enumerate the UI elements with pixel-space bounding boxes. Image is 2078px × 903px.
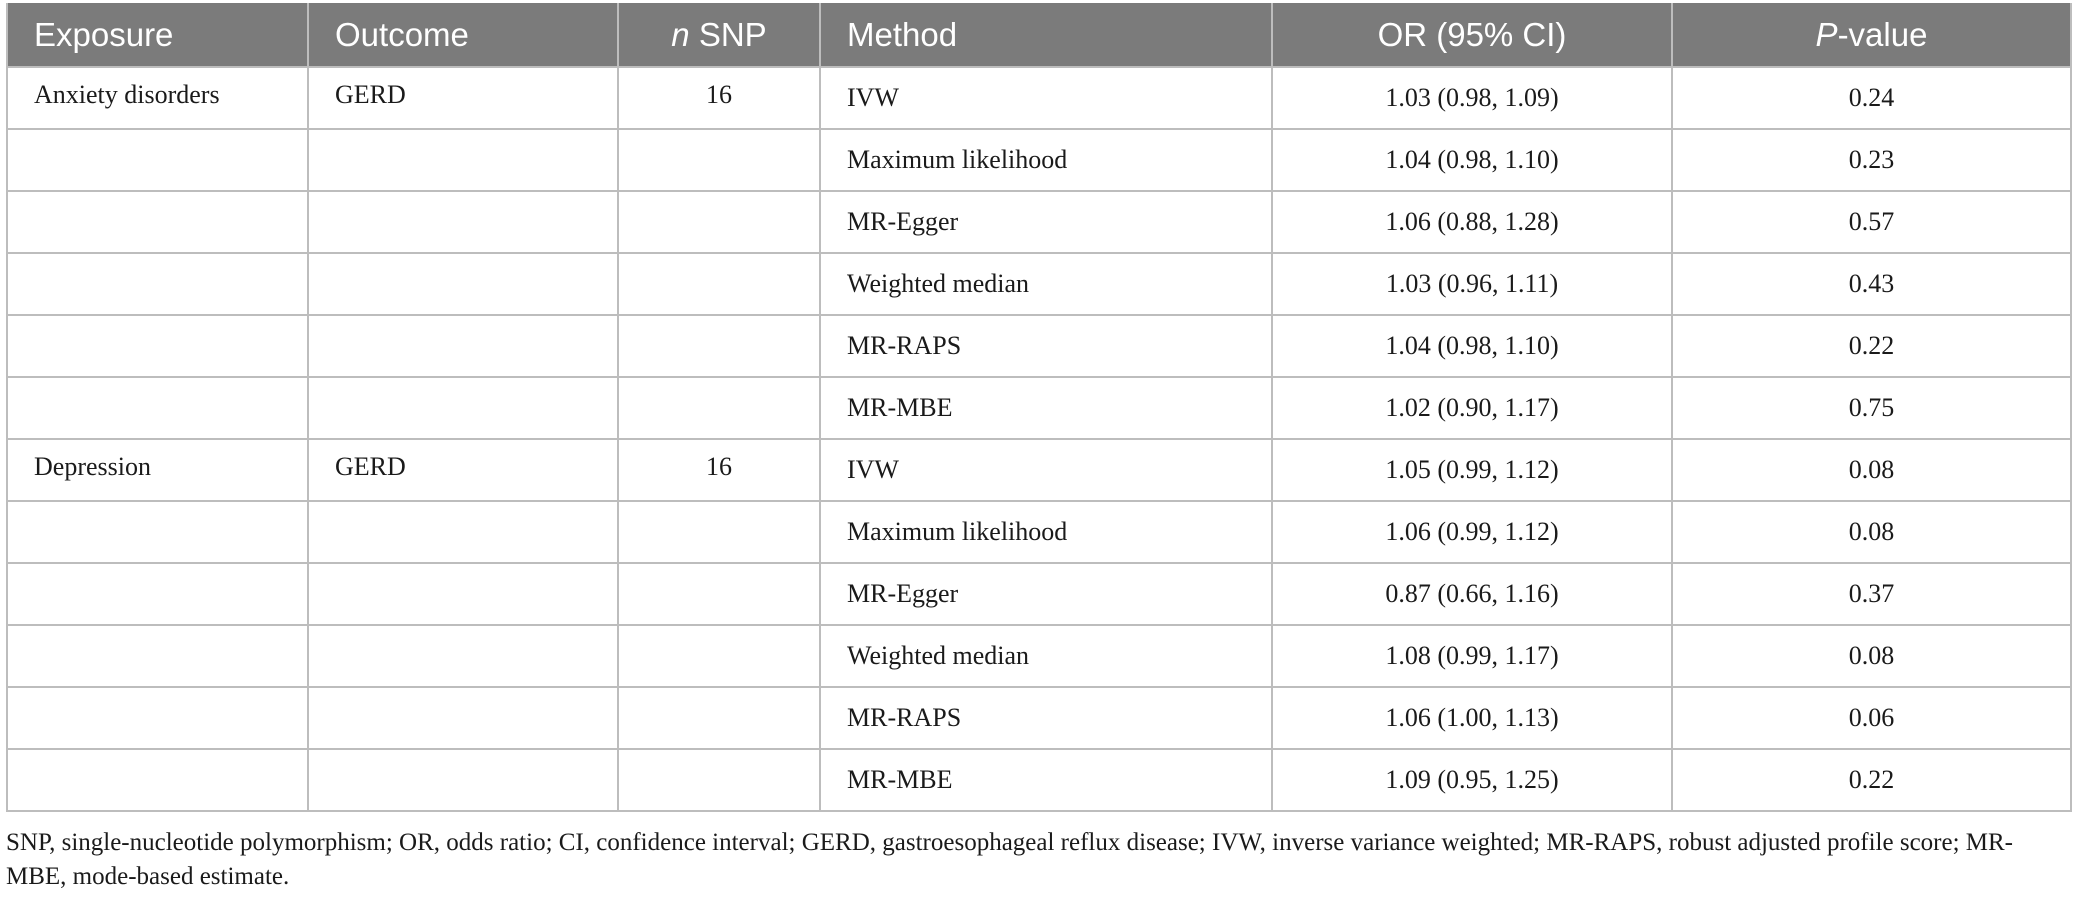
cell-exposure — [7, 563, 308, 625]
cell-outcome — [308, 377, 618, 439]
table-row — [7, 67, 2071, 129]
cell-method: MR-Egger — [820, 563, 1272, 625]
cell-n-snp — [618, 129, 820, 191]
cell-exposure — [7, 749, 308, 811]
cell-or: 1.05 (0.99, 1.12) — [1272, 439, 1672, 501]
table-row — [7, 501, 2071, 563]
table-body — [7, 67, 2071, 811]
header-method: Method — [820, 3, 1272, 67]
header-or: OR (95% CI) — [1272, 3, 1672, 67]
header-n-snp — [618, 3, 820, 67]
table-row — [7, 439, 2071, 501]
cell-method: MR-Egger — [820, 191, 1272, 253]
cell-method: MR-MBE — [820, 749, 1272, 811]
table-row — [7, 563, 2071, 625]
cell-or: 1.06 (0.88, 1.28) — [1272, 191, 1672, 253]
table-row — [7, 315, 2071, 377]
cell-or: 1.06 (1.00, 1.13) — [1272, 687, 1672, 749]
table-row — [7, 749, 2071, 811]
header-p-value — [1672, 3, 2071, 67]
cell-method: Weighted median — [820, 253, 1272, 315]
cell-exposure: Depression — [7, 439, 308, 501]
cell-p-value: 0.08 — [1672, 625, 2071, 687]
cell-method: Weighted median — [820, 625, 1272, 687]
cell-method: IVW — [820, 67, 1272, 129]
cell-method: MR-RAPS — [820, 315, 1272, 377]
cell-p-value: 0.23 — [1672, 129, 2071, 191]
cell-outcome — [308, 315, 618, 377]
cell-exposure: Anxiety disorders — [7, 67, 308, 129]
cell-or: 1.09 (0.95, 1.25) — [1272, 749, 1672, 811]
cell-outcome — [308, 191, 618, 253]
cell-exposure — [7, 501, 308, 563]
cell-or: 1.02 (0.90, 1.17) — [1272, 377, 1672, 439]
cell-p-value: 0.08 — [1672, 501, 2071, 563]
cell-outcome — [308, 563, 618, 625]
cell-or: 0.87 (0.66, 1.16) — [1272, 563, 1672, 625]
cell-p-value: 0.75 — [1672, 377, 2071, 439]
cell-p-value: 0.43 — [1672, 253, 2071, 315]
cell-method: IVW — [820, 439, 1272, 501]
cell-exposure — [7, 129, 308, 191]
header-n-snp-rest: SNP — [689, 15, 767, 53]
header-outcome: Outcome — [308, 3, 618, 67]
cell-or: 1.04 (0.98, 1.10) — [1272, 315, 1672, 377]
cell-exposure — [7, 625, 308, 687]
table-row — [7, 687, 2071, 749]
table-row — [7, 625, 2071, 687]
cell-p-value: 0.08 — [1672, 439, 2071, 501]
cell-exposure — [7, 687, 308, 749]
table-header — [7, 3, 2071, 67]
cell-n-snp — [618, 687, 820, 749]
cell-method: Maximum likelihood — [820, 129, 1272, 191]
cell-n-snp — [618, 501, 820, 563]
results-table-container — [6, 3, 2070, 812]
cell-or: 1.08 (0.99, 1.17) — [1272, 625, 1672, 687]
table-row — [7, 129, 2071, 191]
cell-outcome — [308, 501, 618, 563]
table-row — [7, 377, 2071, 439]
header-p-rest: -value — [1837, 15, 1928, 53]
table-footnote: SNP, single-nucleotide polymorphism; OR, odds ratio; CI, confidence interval; GERD, gastroesophageal reflux disease; IVW, inverse variance weighted; MR-RAPS, robust adjusted profile score; MR-MBE, mode-based estimate. — [6, 829, 2014, 890]
cell-n-snp — [618, 749, 820, 811]
mr-results-table — [6, 3, 2072, 812]
table-row — [7, 191, 2071, 253]
cell-exposure — [7, 191, 308, 253]
cell-n-snp — [618, 253, 820, 315]
cell-p-value: 0.06 — [1672, 687, 2071, 749]
cell-or: 1.04 (0.98, 1.10) — [1272, 129, 1672, 191]
cell-outcome — [308, 625, 618, 687]
cell-p-value: 0.57 — [1672, 191, 2071, 253]
cell-n-snp — [618, 625, 820, 687]
header-exposure: Exposure — [7, 3, 308, 67]
cell-n-snp — [618, 563, 820, 625]
cell-or: 1.03 (0.98, 1.09) — [1272, 67, 1672, 129]
cell-outcome: GERD — [308, 439, 618, 501]
header-p-italic: P — [1815, 15, 1838, 53]
cell-p-value: 0.24 — [1672, 67, 2071, 129]
cell-exposure — [7, 315, 308, 377]
header-row — [7, 3, 2071, 67]
cell-or: 1.03 (0.96, 1.11) — [1272, 253, 1672, 315]
cell-method: Maximum likelihood — [820, 501, 1272, 563]
cell-n-snp: 16 — [618, 439, 820, 501]
cell-method: MR-MBE — [820, 377, 1272, 439]
cell-p-value: 0.37 — [1672, 563, 2071, 625]
cell-exposure — [7, 253, 308, 315]
cell-n-snp — [618, 377, 820, 439]
cell-n-snp — [618, 191, 820, 253]
cell-outcome — [308, 253, 618, 315]
cell-or: 1.06 (0.99, 1.12) — [1272, 501, 1672, 563]
header-n-snp-italic: n — [671, 15, 690, 53]
cell-n-snp: 16 — [618, 67, 820, 129]
cell-outcome — [308, 687, 618, 749]
cell-outcome: GERD — [308, 67, 618, 129]
cell-method: MR-RAPS — [820, 687, 1272, 749]
cell-n-snp — [618, 315, 820, 377]
table-row — [7, 253, 2071, 315]
cell-outcome — [308, 129, 618, 191]
cell-exposure — [7, 377, 308, 439]
cell-p-value: 0.22 — [1672, 749, 2071, 811]
cell-p-value: 0.22 — [1672, 315, 2071, 377]
cell-outcome — [308, 749, 618, 811]
